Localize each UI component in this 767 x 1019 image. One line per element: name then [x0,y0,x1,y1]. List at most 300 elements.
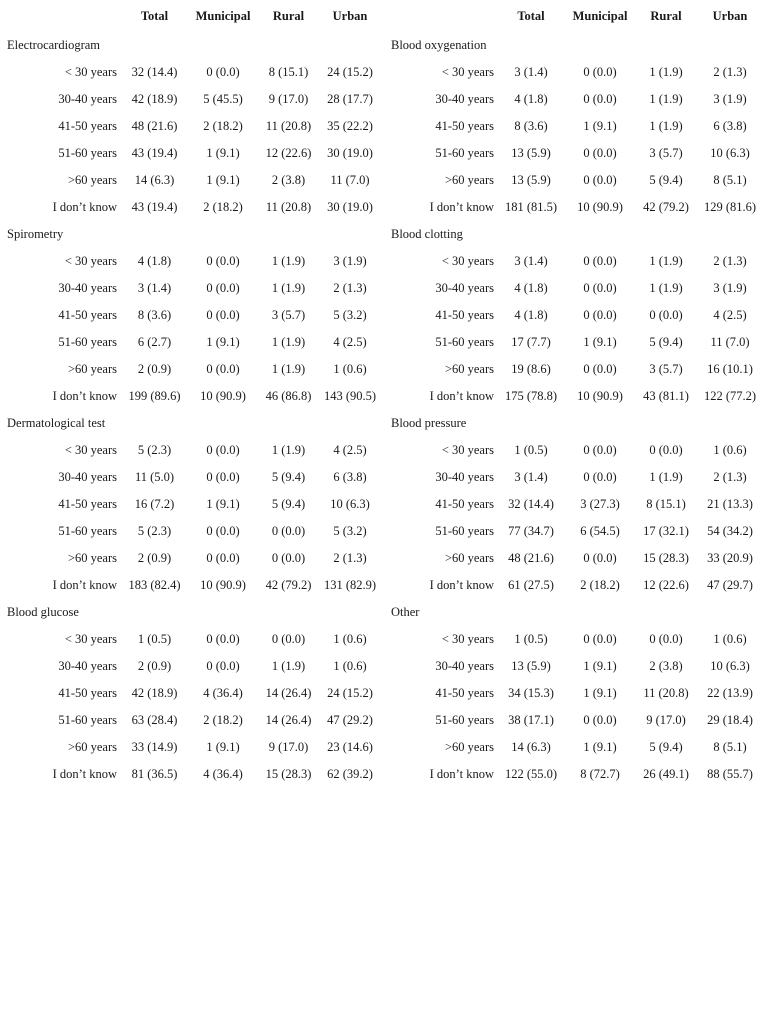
cell-rural: 15 (28.3) [643,551,689,565]
cell-total: 61 (27.5) [508,578,554,592]
cell-municipal: 1 (9.1) [583,119,617,133]
cell-total: 1 (0.5) [514,443,548,457]
cell-rural: 12 (22.6) [265,146,312,160]
cell-total: 19 (8.6) [511,362,551,376]
cell-rural: 14 (26.4) [265,713,312,727]
section-title: Blood glucose [7,605,79,619]
cell-rural: 0 (0.0) [271,551,306,565]
section-title: Blood pressure [391,416,467,430]
cell-total: 8 (3.6) [514,119,548,133]
table-row [0,734,384,761]
row-label: >60 years [444,362,494,376]
cell-rural: 1 (1.9) [271,254,306,268]
row-label: 30-40 years [435,281,494,295]
cell-urban: 22 (13.9) [707,686,753,700]
cell-urban: 2 (1.3) [713,470,747,484]
cell-urban: 2 (1.3) [333,551,367,565]
right-data-table [384,0,767,788]
row-label: 41-50 years [435,119,494,133]
cell-rural: 42 (79.2) [643,200,689,214]
table-row [0,329,384,356]
row-label: >60 years [444,173,494,187]
row-label: 30-40 years [435,470,494,484]
cell-rural: 15 (28.3) [265,767,312,781]
cell-rural: 5 (9.4) [649,740,683,754]
cell-urban: 62 (39.2) [327,767,373,781]
table-row [0,140,384,167]
cell-municipal: 8 (72.7) [580,767,620,781]
cell-total: 63 (28.4) [131,713,178,727]
cell-rural: 9 (17.0) [268,740,309,754]
table-row [384,761,767,788]
table-row [384,113,767,140]
row-label: 30-40 years [58,281,117,295]
cell-municipal: 1 (9.1) [583,740,617,754]
cell-urban: 54 (34.2) [707,524,753,538]
cell-urban: 6 (3.8) [713,119,747,133]
cell-urban: 4 (2.5) [333,443,367,457]
row-label: 30-40 years [58,470,117,484]
cell-rural: 3 (5.7) [649,362,683,376]
table-row [384,491,767,518]
cell-total: 4 (1.8) [137,254,172,268]
cell-rural: 0 (0.0) [271,632,306,646]
table-row [384,626,767,653]
cell-urban: 23 (14.6) [327,740,373,754]
cell-rural: 42 (79.2) [265,578,312,592]
cell-total: 8 (3.6) [137,308,172,322]
row-label: 41-50 years [58,119,117,133]
cell-urban: 16 (10.1) [707,362,753,376]
cell-municipal: 10 (90.9) [577,389,623,403]
cell-total: 48 (21.6) [131,119,178,133]
table-row [384,464,767,491]
cell-total: 122 (55.0) [504,767,558,781]
cell-municipal: 0 (0.0) [206,524,240,538]
row-label: 51-60 years [435,335,494,349]
cell-urban: 11 (7.0) [710,335,750,349]
row-label: 30-40 years [435,659,494,673]
cell-rural: 1 (1.9) [649,92,683,106]
table-row [0,356,384,383]
row-label: < 30 years [441,65,494,79]
table-row [0,275,384,302]
cell-rural: 17 (32.1) [643,524,689,538]
cell-urban: 3 (1.9) [333,254,367,268]
cell-total: 11 (5.0) [134,470,175,484]
header-municipal: Municipal [572,8,628,23]
table-row [384,437,767,464]
cell-rural: 8 (15.1) [268,65,309,79]
cell-rural: 2 (3.8) [271,173,306,187]
cell-urban: 88 (55.7) [707,767,753,781]
section-title-row [384,221,767,248]
header-urban: Urban [332,8,368,23]
cell-municipal: 0 (0.0) [583,92,617,106]
cell-urban: 30 (19.0) [327,146,373,160]
header-municipal: Municipal [195,8,251,23]
cell-rural: 0 (0.0) [649,632,683,646]
cell-rural: 1 (1.9) [649,119,683,133]
right-table-panel [384,0,767,788]
table-row [0,302,384,329]
table-row [0,86,384,113]
cell-rural: 8 (15.1) [646,497,686,511]
cell-municipal: 0 (0.0) [583,443,617,457]
row-label: >60 years [67,740,117,754]
cell-municipal: 1 (9.1) [206,335,240,349]
table-row [384,275,767,302]
section-title-row [384,410,767,437]
section-title-row [384,32,767,59]
cell-municipal: 1 (9.1) [583,335,617,349]
table-row [384,572,767,599]
cell-urban: 28 (17.7) [327,92,373,106]
header-total: Total [517,8,545,23]
cell-municipal: 0 (0.0) [583,632,617,646]
header-blank [384,0,501,32]
cell-municipal: 6 (54.5) [580,524,620,538]
cell-rural: 3 (5.7) [271,308,306,322]
cell-rural: 5 (9.4) [649,335,683,349]
cell-municipal: 4 (36.4) [203,767,243,781]
table-row [0,518,384,545]
cell-urban: 129 (81.6) [703,200,757,214]
section-title: Spirometry [7,227,64,241]
cell-municipal: 0 (0.0) [206,470,240,484]
cell-municipal: 0 (0.0) [206,659,240,673]
cell-rural: 1 (1.9) [649,281,683,295]
section-title-row [0,599,384,626]
cell-urban: 47 (29.2) [327,713,373,727]
cell-municipal: 2 (18.2) [203,200,243,214]
cell-municipal: 0 (0.0) [583,65,617,79]
table-row [0,194,384,221]
cell-total: 13 (5.9) [511,146,551,160]
cell-municipal: 0 (0.0) [583,470,617,484]
cell-municipal: 10 (90.9) [200,389,246,403]
table-row [0,59,384,86]
cell-urban: 4 (2.5) [713,308,747,322]
cell-municipal: 4 (36.4) [203,686,243,700]
table-row [384,86,767,113]
cell-rural: 11 (20.8) [643,686,689,700]
cell-total: 13 (5.9) [511,659,551,673]
cell-total: 13 (5.9) [511,173,551,187]
table-row [384,734,767,761]
section-title-row [384,599,767,626]
section-title: Blood clotting [391,227,463,241]
row-label: >60 years [444,740,494,754]
cell-urban: 1 (0.6) [333,632,367,646]
row-label: < 30 years [64,254,117,268]
cell-municipal: 0 (0.0) [583,173,617,187]
table-row [384,248,767,275]
cell-urban: 3 (1.9) [713,92,747,106]
cell-rural: 14 (26.4) [265,686,312,700]
cell-total: 199 (89.6) [128,389,181,403]
header-rural: Rural [272,8,305,23]
cell-total: 2 (0.9) [137,659,172,673]
section-title-row [0,32,384,59]
cell-rural: 1 (1.9) [649,65,683,79]
cell-urban: 131 (82.9) [323,578,377,592]
cell-total: 43 (19.4) [131,146,178,160]
table-row [0,545,384,572]
table-row [0,464,384,491]
cell-rural: 0 (0.0) [271,524,306,538]
table-row [0,761,384,788]
cell-urban: 29 (18.4) [707,713,753,727]
cell-municipal: 1 (9.1) [206,497,240,511]
section-title: Blood oxygenation [391,38,487,52]
table-row [384,545,767,572]
cell-municipal: 1 (9.1) [206,173,240,187]
cell-urban: 10 (6.3) [710,659,750,673]
cell-municipal: 0 (0.0) [583,713,617,727]
table-row [0,383,384,410]
cell-total: 4 (1.8) [514,308,548,322]
cell-total: 81 (36.5) [131,767,178,781]
cell-total: 4 (1.8) [514,281,548,295]
cell-urban: 24 (15.2) [327,686,373,700]
right-table-body [384,32,767,788]
cell-rural: 5 (9.4) [649,173,683,187]
row-label: I don’t know [52,767,117,781]
row-label: 41-50 years [435,497,494,511]
row-label: < 30 years [441,632,494,646]
table-row [384,680,767,707]
table-row [0,437,384,464]
row-label: 51-60 years [58,713,117,727]
cell-municipal: 0 (0.0) [583,281,617,295]
row-label: I don’t know [429,578,494,592]
cell-rural: 46 (86.8) [265,389,312,403]
cell-municipal: 0 (0.0) [206,551,240,565]
row-label: I don’t know [429,200,494,214]
cell-municipal: 0 (0.0) [206,308,240,322]
cell-rural: 5 (9.4) [271,497,306,511]
cell-urban: 1 (0.6) [713,443,747,457]
table-row [0,680,384,707]
cell-total: 175 (78.8) [504,389,558,403]
table-row [0,113,384,140]
table-row [0,653,384,680]
row-label: >60 years [67,551,117,565]
cell-rural: 11 (20.8) [265,200,312,214]
cell-rural: 0 (0.0) [649,443,683,457]
cell-municipal: 2 (18.2) [203,713,243,727]
header-urban: Urban [712,8,748,23]
cell-municipal: 10 (90.9) [577,200,623,214]
row-label: 30-40 years [58,92,117,106]
cell-urban: 8 (5.1) [713,173,747,187]
cell-municipal: 0 (0.0) [206,65,240,79]
cell-rural: 1 (1.9) [649,470,683,484]
cell-total: 2 (0.9) [137,551,172,565]
cell-total: 16 (7.2) [134,497,175,511]
row-label: 51-60 years [58,146,117,160]
row-label: < 30 years [64,443,117,457]
cell-total: 42 (18.9) [131,92,178,106]
cell-municipal: 1 (9.1) [583,686,617,700]
table-row [0,248,384,275]
cell-total: 5 (2.3) [137,524,172,538]
section-title: Other [391,605,420,619]
table-row [0,626,384,653]
table-header-row [384,0,767,32]
cell-total: 34 (15.3) [508,686,554,700]
cell-municipal: 0 (0.0) [583,308,617,322]
cell-rural: 0 (0.0) [649,308,683,322]
cell-rural: 1 (1.9) [271,335,306,349]
table-row [384,329,767,356]
cell-rural: 3 (5.7) [649,146,683,160]
table-row [384,653,767,680]
cell-municipal: 0 (0.0) [206,254,240,268]
cell-municipal: 10 (90.9) [200,578,246,592]
row-label: I don’t know [429,389,494,403]
cell-urban: 2 (1.3) [713,65,747,79]
cell-rural: 11 (20.8) [265,119,312,133]
cell-urban: 10 (6.3) [710,146,750,160]
cell-municipal: 0 (0.0) [206,362,240,376]
cell-total: 77 (34.7) [508,524,554,538]
table-row [384,302,767,329]
cell-urban: 24 (15.2) [327,65,373,79]
cell-rural: 2 (3.8) [649,659,683,673]
cell-urban: 6 (3.8) [333,470,367,484]
table-row [0,572,384,599]
cell-urban: 122 (77.2) [703,389,757,403]
row-label: 41-50 years [58,308,117,322]
row-label: 51-60 years [435,713,494,727]
cell-total: 48 (21.6) [508,551,554,565]
cell-urban: 47 (29.7) [707,578,753,592]
cell-total: 3 (1.4) [137,281,172,295]
table-header-row [0,0,384,32]
cell-urban: 143 (90.5) [323,389,377,403]
section-title: Dermatological test [7,416,106,430]
row-label: 51-60 years [58,335,117,349]
cell-urban: 2 (1.3) [333,281,367,295]
row-label: 51-60 years [435,146,494,160]
cell-rural: 1 (1.9) [271,281,306,295]
cell-total: 14 (6.3) [511,740,551,754]
row-label: < 30 years [64,632,117,646]
cell-municipal: 2 (18.2) [580,578,620,592]
table-row [384,140,767,167]
cell-urban: 8 (5.1) [713,740,747,754]
cell-rural: 43 (81.1) [643,389,689,403]
row-label: 41-50 years [58,497,117,511]
cell-urban: 11 (7.0) [330,173,370,187]
left-data-table [0,0,384,788]
cell-total: 43 (19.4) [131,200,178,214]
cell-rural: 26 (49.1) [643,767,689,781]
cell-urban: 5 (3.2) [333,308,367,322]
row-label: >60 years [444,551,494,565]
table-row [384,518,767,545]
table-row [384,383,767,410]
cell-total: 2 (0.9) [137,362,172,376]
cell-urban: 3 (1.9) [713,281,747,295]
row-label: I don’t know [52,389,117,403]
cell-total: 1 (0.5) [137,632,172,646]
cell-municipal: 0 (0.0) [583,146,617,160]
cell-urban: 4 (2.5) [333,335,367,349]
header-rural: Rural [650,8,682,23]
cell-total: 33 (14.9) [131,740,178,754]
cell-urban: 1 (0.6) [333,362,367,376]
section-title-row [0,221,384,248]
table-row [384,356,767,383]
table-row [0,167,384,194]
cell-urban: 2 (1.3) [713,254,747,268]
cell-total: 32 (14.4) [131,65,178,79]
cell-total: 14 (6.3) [134,173,175,187]
cell-urban: 5 (3.2) [333,524,367,538]
cell-rural: 1 (1.9) [649,254,683,268]
row-label: 41-50 years [435,686,494,700]
cell-total: 17 (7.7) [511,335,551,349]
cell-urban: 10 (6.3) [330,497,370,511]
cell-total: 6 (2.7) [137,335,172,349]
cell-total: 183 (82.4) [128,578,181,592]
cell-total: 38 (17.1) [508,713,554,727]
cell-rural: 1 (1.9) [271,659,306,673]
cell-urban: 1 (0.6) [333,659,367,673]
cell-rural: 5 (9.4) [271,470,306,484]
section-title-row [0,410,384,437]
row-label: I don’t know [429,767,494,781]
cell-rural: 1 (1.9) [271,362,306,376]
cell-municipal: 0 (0.0) [206,443,240,457]
cell-total: 4 (1.8) [514,92,548,106]
cell-urban: 35 (22.2) [327,119,373,133]
table-row [0,707,384,734]
cell-municipal: 0 (0.0) [583,362,617,376]
row-label: 51-60 years [435,524,494,538]
cell-municipal: 1 (9.1) [206,740,240,754]
table-row [384,707,767,734]
cell-rural: 9 (17.0) [268,92,309,106]
cell-total: 1 (0.5) [514,632,548,646]
cell-municipal: 2 (18.2) [203,119,243,133]
row-label: 51-60 years [58,524,117,538]
header-total: Total [140,8,169,23]
left-table-body [0,32,384,788]
cell-rural: 9 (17.0) [646,713,686,727]
row-label: I don’t know [52,200,117,214]
cell-urban: 1 (0.6) [713,632,747,646]
table-row [384,59,767,86]
cell-municipal: 1 (9.1) [583,659,617,673]
cell-urban: 30 (19.0) [327,200,373,214]
cell-municipal: 5 (45.5) [203,92,243,106]
row-label: 30-40 years [58,659,117,673]
cell-total: 32 (14.4) [508,497,554,511]
row-label: >60 years [67,362,117,376]
cell-total: 3 (1.4) [514,65,548,79]
cell-urban: 33 (20.9) [707,551,753,565]
cell-rural: 12 (22.6) [643,578,689,592]
cell-total: 3 (1.4) [514,470,548,484]
table-row [384,167,767,194]
cell-municipal: 1 (9.1) [206,146,240,160]
cell-total: 3 (1.4) [514,254,548,268]
cell-municipal: 0 (0.0) [583,551,617,565]
